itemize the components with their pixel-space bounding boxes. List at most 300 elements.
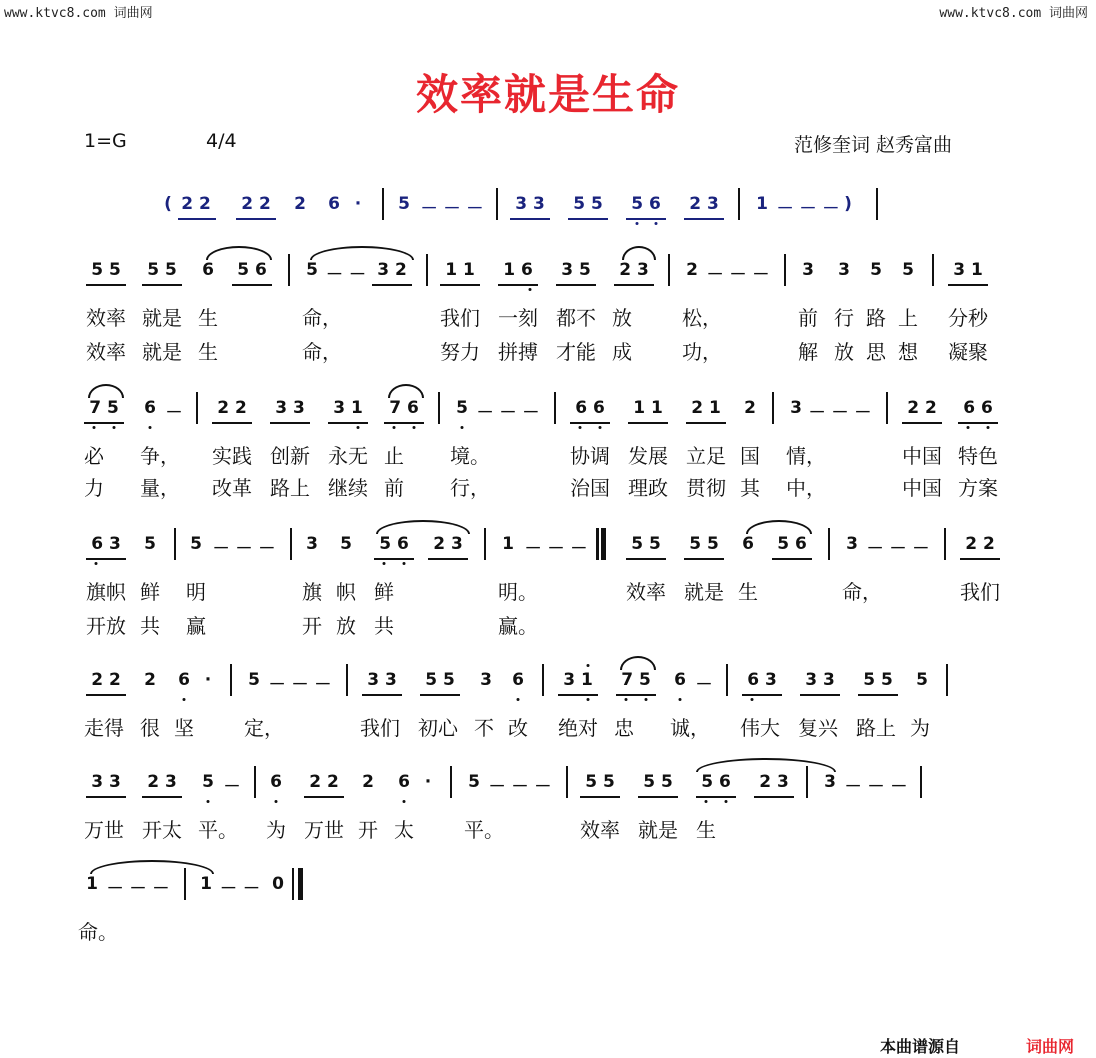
- note: 0: [272, 874, 284, 894]
- barline: [346, 664, 348, 696]
- intro-note: 5 6: [631, 194, 661, 214]
- slur: [376, 520, 470, 534]
- notation-row-3: [0, 526, 1096, 566]
- time-signature: 4/4: [206, 130, 237, 152]
- slur: [388, 384, 424, 398]
- barline: [382, 188, 384, 220]
- lyric: 明: [186, 580, 206, 604]
- beam: [178, 218, 216, 220]
- lyric: 万世: [84, 818, 124, 842]
- barline: [196, 392, 198, 424]
- beam: [142, 796, 182, 798]
- lyric: 帜: [336, 580, 356, 604]
- octave-dot: [655, 222, 658, 225]
- beam: [580, 796, 620, 798]
- lyric: 分秒: [948, 306, 988, 330]
- beam: [800, 694, 840, 696]
- note: 6: [270, 772, 282, 792]
- note: 5 6: [777, 534, 807, 554]
- octave-dot: [987, 426, 990, 429]
- lyric: 命，: [302, 340, 342, 364]
- note: 5 6: [701, 772, 731, 792]
- lyric: 特色: [958, 444, 998, 468]
- dash: － － －: [268, 675, 332, 695]
- lyric: 前: [384, 476, 404, 500]
- key-signature: 1=G: [84, 130, 127, 152]
- lyric: 放: [336, 614, 356, 638]
- dash: －: [695, 675, 713, 695]
- note: 3 3: [805, 670, 835, 690]
- octave-dot: [529, 288, 532, 291]
- slur: [622, 246, 656, 260]
- beam: [684, 218, 724, 220]
- beam: [570, 422, 610, 424]
- note: 2: [686, 260, 698, 280]
- lyric: 一刻: [498, 306, 538, 330]
- beam: [384, 422, 424, 424]
- beam: [86, 796, 126, 798]
- lyric: 平。: [464, 818, 504, 842]
- lyric: 鲜: [374, 580, 394, 604]
- barline: [772, 392, 774, 424]
- octave-dot: [149, 426, 152, 429]
- slur: [88, 384, 124, 398]
- octave-dot-above: [587, 664, 590, 667]
- slur: [310, 246, 414, 260]
- barline: [828, 528, 830, 560]
- dash: － － －: [488, 777, 552, 797]
- barline: [438, 392, 440, 424]
- barline: [668, 254, 670, 286]
- lyric: 就是: [638, 818, 678, 842]
- note: 3 3: [91, 772, 121, 792]
- lyric: 方案: [958, 476, 998, 500]
- lyric: 量，: [140, 476, 180, 500]
- beam: [684, 558, 724, 560]
- lyric: 贯彻: [686, 476, 726, 500]
- note: 2 3: [147, 772, 177, 792]
- lyric: 就是: [684, 580, 724, 604]
- note: 2 2: [907, 398, 937, 418]
- lyric: 平。: [198, 818, 238, 842]
- lyric: 命，: [302, 306, 342, 330]
- note: 2: [744, 398, 756, 418]
- lyric: 我们: [440, 306, 480, 330]
- barline: [174, 528, 176, 560]
- dash: － －: [220, 879, 260, 899]
- note: 1 1: [445, 260, 475, 280]
- barline: [886, 392, 888, 424]
- dash: － － －: [476, 403, 540, 423]
- watermark-left: www.ktvc8.com 词曲网: [4, 6, 153, 21]
- lyric: 实践: [212, 444, 252, 468]
- notation-row-1: [0, 252, 1096, 292]
- notation-row-6: [0, 866, 1096, 906]
- barline: [230, 664, 232, 696]
- final-barline-thin: [292, 868, 294, 900]
- note: 3 1: [953, 260, 983, 280]
- note: 5 5: [91, 260, 121, 280]
- lyric: 复兴: [798, 716, 838, 740]
- barline: [290, 528, 292, 560]
- note: 7 5: [621, 670, 651, 690]
- note: 5: [202, 772, 214, 792]
- note: 1: [86, 874, 98, 894]
- note: 1 1: [633, 398, 663, 418]
- lyric: 旗帜: [86, 580, 126, 604]
- beam: [84, 422, 124, 424]
- note: 6 3: [91, 534, 121, 554]
- note: 5: [248, 670, 260, 690]
- note: 3: [824, 772, 836, 792]
- lyric: 赢。: [498, 614, 538, 638]
- notation-row-5: [0, 764, 1096, 804]
- octave-dot: [517, 698, 520, 701]
- beam: [420, 694, 460, 696]
- lyric: 定，: [244, 716, 284, 740]
- barline: [254, 766, 256, 798]
- lyric-row-3b: [0, 610, 1096, 640]
- beam: [958, 422, 998, 424]
- note: 1: [200, 874, 212, 894]
- lyric: 解: [798, 340, 818, 364]
- lyric-row-6a: [0, 916, 1096, 946]
- beam: [440, 284, 480, 286]
- lyric: 不: [474, 716, 494, 740]
- intro-dash: － － －: [420, 199, 484, 219]
- intro-note: 2 3: [689, 194, 719, 214]
- beam: [86, 694, 126, 696]
- beam: [614, 284, 654, 286]
- beam: [86, 284, 126, 286]
- octave-dot: [403, 800, 406, 803]
- lyric: 拼搏: [498, 340, 538, 364]
- beam: [960, 558, 1000, 560]
- note: 5: [468, 772, 480, 792]
- beam: [428, 558, 468, 560]
- note: 2 2: [91, 670, 121, 690]
- octave-dot: [275, 800, 278, 803]
- lyric: 境。: [450, 444, 490, 468]
- lyric: 我们: [960, 580, 1000, 604]
- octave-dot: [393, 426, 396, 429]
- lyric: 中国: [902, 476, 942, 500]
- song-title: 效率就是生命: [415, 70, 680, 119]
- slur: [696, 758, 836, 772]
- lyric: 太: [394, 818, 414, 842]
- note: 6: [742, 534, 754, 554]
- barline: [566, 766, 568, 798]
- lyric: 国: [740, 444, 760, 468]
- lyric: 明。: [498, 580, 538, 604]
- lyric: 开放: [86, 614, 126, 638]
- lyric: 努力: [440, 340, 480, 364]
- note: 6: [178, 670, 190, 690]
- barline: [920, 766, 922, 798]
- lyric: 初心: [418, 716, 458, 740]
- dash: － － －: [866, 539, 930, 559]
- dash: －: [223, 777, 241, 797]
- lyric: 命。: [78, 920, 118, 944]
- dash: － － －: [212, 539, 276, 559]
- lyric: 改革: [212, 476, 252, 500]
- note: 7 6: [389, 398, 419, 418]
- intro-row: [0, 186, 1096, 226]
- note: 3 2: [377, 260, 407, 280]
- beam: [568, 218, 608, 220]
- octave-dot: [679, 698, 682, 701]
- octave-dot: [95, 562, 98, 565]
- barline: [738, 188, 740, 220]
- octave-dot: [93, 426, 96, 429]
- beam: [626, 558, 666, 560]
- octave-dot: [413, 426, 416, 429]
- note: 1: [502, 534, 514, 554]
- beam: [328, 422, 368, 424]
- dash: － － －: [524, 539, 588, 559]
- lyric: 伟大: [740, 716, 780, 740]
- intro-note: 2 2: [181, 194, 211, 214]
- barline: [726, 664, 728, 696]
- note: 3: [790, 398, 802, 418]
- notation-row-4: [0, 662, 1096, 702]
- barline: [554, 392, 556, 424]
- note: 6: [144, 398, 156, 418]
- dot-aug: ·: [424, 772, 432, 792]
- note: 5 5: [689, 534, 719, 554]
- lyric: 就是: [142, 306, 182, 330]
- lyric-row-5a: [0, 814, 1096, 844]
- note: 5 6: [379, 534, 409, 554]
- repeat-barline-thick: [601, 528, 606, 560]
- note: 2 2: [217, 398, 247, 418]
- note: 6: [202, 260, 214, 280]
- lyric: 为: [266, 818, 286, 842]
- beam: [372, 284, 412, 286]
- octave-dot: [579, 426, 582, 429]
- watermark-right: www.ktvc8.com 词曲网: [939, 6, 1088, 21]
- note: 3: [802, 260, 814, 280]
- lyric: 必: [84, 444, 104, 468]
- lyric: 治国: [570, 476, 610, 500]
- barline: [450, 766, 452, 798]
- lyric-row-4a: [0, 712, 1096, 742]
- barline: [946, 664, 948, 696]
- note: 3: [480, 670, 492, 690]
- beam: [696, 796, 736, 798]
- dash: － － －: [106, 879, 170, 899]
- octave-dot: [636, 222, 639, 225]
- lyric: 止: [384, 444, 404, 468]
- lyric-row-3a: [0, 576, 1096, 606]
- lyric: 开: [302, 614, 322, 638]
- lyric: 鲜: [140, 580, 160, 604]
- note: 2 3: [759, 772, 789, 792]
- lyric: 中，: [786, 476, 826, 500]
- octave-dot: [645, 698, 648, 701]
- lyric: 就是: [142, 340, 182, 364]
- dash: － －: [326, 265, 366, 285]
- lyric: 前: [798, 306, 818, 330]
- beam: [362, 694, 402, 696]
- octave-dot: [461, 426, 464, 429]
- lyric: 生: [696, 818, 716, 842]
- lyric: 忠: [614, 716, 634, 740]
- lyric: 共: [140, 614, 160, 638]
- lyric: 路上: [270, 476, 310, 500]
- octave-dot: [207, 800, 210, 803]
- slur: [746, 520, 812, 534]
- note: 5: [870, 260, 882, 280]
- barline: [944, 528, 946, 560]
- lyric: 行: [834, 306, 854, 330]
- beam: [948, 284, 988, 286]
- note: 5 5: [425, 670, 455, 690]
- intro-paren-close: ): [844, 194, 852, 214]
- beam: [86, 558, 126, 560]
- lyric: 命，: [842, 580, 882, 604]
- note: 5: [340, 534, 352, 554]
- beam: [142, 284, 182, 286]
- lyric: 坚: [174, 716, 194, 740]
- lyric-row-2a: [0, 440, 1096, 470]
- lyric: 改: [508, 716, 528, 740]
- note: 5 6: [237, 260, 267, 280]
- lyric: 我们: [360, 716, 400, 740]
- lyric: 万世: [304, 818, 344, 842]
- lyric: 思: [866, 340, 886, 364]
- lyric: 立足: [686, 444, 726, 468]
- note: 5 5: [863, 670, 893, 690]
- beam: [638, 796, 678, 798]
- lyric: 力: [84, 476, 104, 500]
- lyric: 旗: [302, 580, 322, 604]
- lyric: 争，: [140, 444, 180, 468]
- repeat-barline: [596, 528, 599, 560]
- note: 5: [190, 534, 202, 554]
- barline: [288, 254, 290, 286]
- note: 3: [846, 534, 858, 554]
- beam: [374, 558, 414, 560]
- beam: [858, 694, 898, 696]
- lyric: 开: [358, 818, 378, 842]
- beam: [236, 218, 276, 220]
- barline: [876, 188, 878, 220]
- note: 6 3: [747, 670, 777, 690]
- note: 2 2: [309, 772, 339, 792]
- intro-note: 5 5: [573, 194, 603, 214]
- dash: － － －: [844, 777, 908, 797]
- note: 3 3: [367, 670, 397, 690]
- lyric: 协调: [570, 444, 610, 468]
- lyric: 理政: [628, 476, 668, 500]
- slur: [206, 246, 272, 260]
- lyric: 放: [834, 340, 854, 364]
- lyric-row-1b: [0, 336, 1096, 366]
- intro-note: 5: [398, 194, 410, 214]
- lyric: 其: [740, 476, 760, 500]
- beam: [304, 796, 344, 798]
- barline: [496, 188, 498, 220]
- lyric: 放: [612, 306, 632, 330]
- lyric: 情，: [786, 444, 826, 468]
- lyric: 效率: [86, 340, 126, 364]
- note: 3 3: [275, 398, 305, 418]
- footer-source-label: 本曲谱源自: [880, 1037, 961, 1056]
- octave-dot: [725, 800, 728, 803]
- lyric: 生: [198, 306, 218, 330]
- note: 5 5: [643, 772, 673, 792]
- lyric: 为: [910, 716, 930, 740]
- note: 3 5: [561, 260, 591, 280]
- lyric: 行，: [450, 476, 490, 500]
- footer-site-link[interactable]: 词曲网: [1026, 1037, 1075, 1056]
- beam: [232, 284, 272, 286]
- lyric: 中国: [902, 444, 942, 468]
- barline: [932, 254, 934, 286]
- octave-dot: [403, 562, 406, 565]
- intro-note: 1: [756, 194, 768, 214]
- lyric: 继续: [328, 476, 368, 500]
- lyric: 松，: [682, 306, 722, 330]
- note: 6: [512, 670, 524, 690]
- note: 5 5: [631, 534, 661, 554]
- intro-dash: － － －: [776, 199, 840, 219]
- beam: [510, 218, 550, 220]
- beam: [558, 694, 598, 696]
- lyric: 想: [898, 340, 918, 364]
- barline: [784, 254, 786, 286]
- beam: [212, 422, 252, 424]
- dash: － － －: [706, 265, 770, 285]
- beam: [628, 422, 668, 424]
- note: 2 3: [433, 534, 463, 554]
- note: 5 5: [147, 260, 177, 280]
- octave-dot: [587, 698, 590, 701]
- slur: [90, 860, 214, 874]
- slur: [620, 656, 656, 670]
- lyric: 凝聚: [948, 340, 988, 364]
- note: 6 6: [963, 398, 993, 418]
- lyric: 开太: [142, 818, 182, 842]
- octave-dot: [705, 800, 708, 803]
- octave-dot: [751, 698, 754, 701]
- note: 5: [144, 534, 156, 554]
- beam: [772, 558, 812, 560]
- note: 2: [144, 670, 156, 690]
- lyric: 走得: [84, 716, 124, 740]
- barline: [426, 254, 428, 286]
- note: 5: [916, 670, 928, 690]
- dash: － － －: [808, 403, 872, 423]
- intro-note: 6: [328, 194, 340, 214]
- intro-note: 2 2: [241, 194, 271, 214]
- beam: [556, 284, 596, 286]
- note: 7 5: [89, 398, 119, 418]
- intro-note: 2: [294, 194, 306, 214]
- lyric-row-1a: [0, 302, 1096, 332]
- beam: [754, 796, 794, 798]
- note: 2 1: [691, 398, 721, 418]
- intro-note: 3 3: [515, 194, 545, 214]
- octave-dot: [183, 698, 186, 701]
- final-barline-thick: [298, 868, 303, 900]
- lyric: 上: [898, 306, 918, 330]
- lyric: 创新: [270, 444, 310, 468]
- note: 1 6: [503, 260, 533, 280]
- note: 5 5: [585, 772, 615, 792]
- octave-dot: [625, 698, 628, 701]
